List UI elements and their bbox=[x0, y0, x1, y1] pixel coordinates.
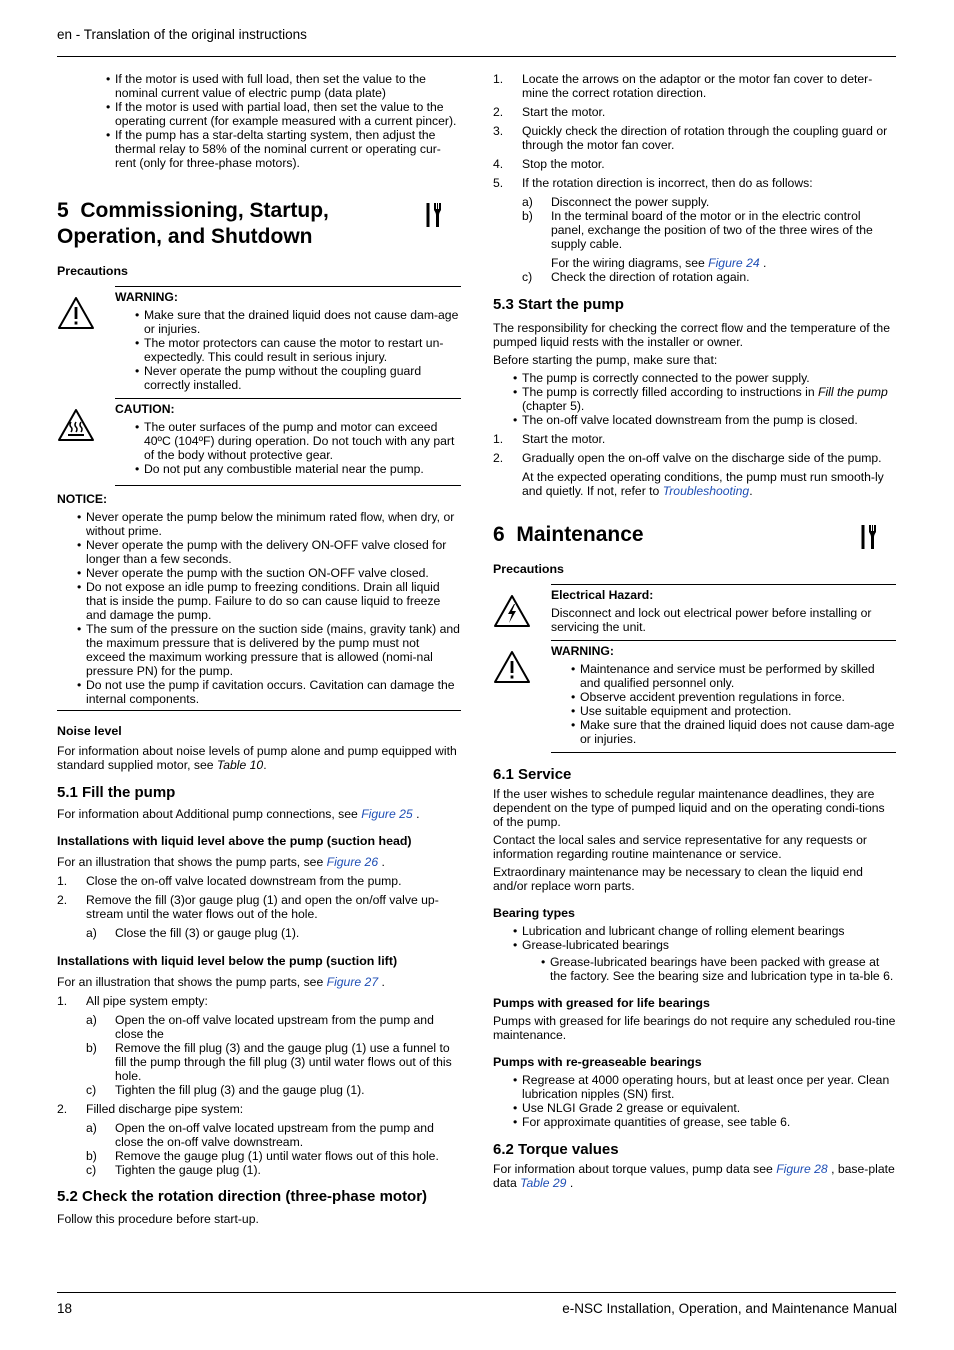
table-29-link[interactable]: Table 29 bbox=[520, 1176, 567, 1190]
caution-block bbox=[57, 398, 461, 486]
list-item: b) In the terminal board of the motor or in the electric control panel, exchange the position of two of the three wires of the supply cable. bbox=[522, 209, 873, 251]
caution-title: CAUTION: bbox=[115, 402, 175, 416]
list-item: • The pump is correctly connected to the power supply. bbox=[513, 371, 896, 385]
list-item: • Use suitable equipment and protection. bbox=[571, 704, 896, 718]
list-item: • Use NLGI Grade 2 grease or equivalent. bbox=[513, 1101, 896, 1115]
list-item: • Grease-lubricated bearings have been packed with grease at the factory. See the bearing size and lubrication type in ta-ble 6. bbox=[541, 955, 896, 983]
greased-for-life-text: Pumps with greased for life bearings do not require any scheduled rou-tine maintenance. bbox=[493, 1014, 896, 1042]
list-item: c) Check the direction of rotation again. bbox=[522, 270, 750, 284]
warning-body bbox=[115, 286, 461, 392]
list-item: 1. Locate the arrows on the adaptor or the motor fan cover to deter-mine the correct rotation direction. bbox=[493, 72, 873, 100]
tools-icon bbox=[860, 524, 876, 550]
footer-rule bbox=[57, 1292, 896, 1293]
list-item: • Never operate the pump without the coupling guard correctly installed. bbox=[135, 364, 461, 392]
list-item: • The motor protectors can cause the motor to restart un-expectedly. This could result in serious injury. bbox=[135, 336, 461, 364]
list-item: • Lubrication and lubricant change of rolling element bearings bbox=[513, 924, 896, 938]
header-text: en - Translation of the original instructions bbox=[57, 27, 307, 42]
precautions-label: Precautions bbox=[493, 562, 564, 576]
header-rule bbox=[57, 56, 896, 57]
section-6-2-title: 6.2 Torque values bbox=[493, 1141, 619, 1158]
greased-for-life-heading: Pumps with greased for life bearings bbox=[493, 996, 710, 1010]
section-5-1-title: 5.1 Fill the pump bbox=[57, 784, 176, 801]
warning-list bbox=[571, 662, 896, 746]
list-item: 2. Filled discharge pipe system: bbox=[57, 1102, 244, 1116]
noise-level-heading: Noise level bbox=[57, 724, 122, 738]
warning-body bbox=[551, 640, 896, 753]
list-item: • Observe accident prevention regulations in force. bbox=[571, 690, 896, 704]
warning-triangle-icon bbox=[57, 296, 95, 330]
bearing-types-list bbox=[513, 924, 896, 952]
section-6-1-title: 6.1 Service bbox=[493, 766, 572, 783]
list-item: • Maintenance and service must be performed by skilled and qualified personnel only. bbox=[571, 662, 896, 690]
list-item: • If the pump has a star-delta starting system, then adjust the thermal relay to 58% of the nominal current or operating cur-rent (only for three-phase motors). bbox=[106, 128, 461, 170]
list-item: • If the motor is used with partial load, then set the value to the operating current (for example measured with a current pincer). bbox=[106, 100, 461, 128]
warning-triangle-icon bbox=[493, 650, 531, 684]
warning-list bbox=[135, 308, 461, 392]
warning-block bbox=[493, 640, 896, 753]
list-item: 4. Stop the motor. bbox=[493, 157, 605, 171]
list-item: • The pump is correctly filled according to instructions in Fill the pump (chapter 5). bbox=[513, 385, 896, 413]
list-item: 3. Quickly check the direction of rotation through the coupling guard or through the motor fan cover. bbox=[493, 124, 888, 152]
wiring-note: For the wiring diagrams, see Figure 24 . bbox=[551, 256, 767, 270]
chapter-6-title: 6 Maintenance bbox=[493, 523, 644, 546]
page-number: 18 bbox=[57, 1301, 73, 1316]
bearing-types-heading: Bearing types bbox=[493, 906, 575, 920]
list-item: • Make sure that the drained liquid does not cause dam-age or injuries. bbox=[571, 718, 896, 746]
manual-title: e-NSC Installation, Operation, and Maintenance Manual bbox=[562, 1301, 897, 1316]
section-5-2-text: Follow this procedure before start-up. bbox=[57, 1212, 259, 1226]
list-item: • Regrease at 4000 operating hours, but at least once per year. Clean lubrication nipples (SN) first. bbox=[513, 1073, 896, 1101]
list-item: • The on-off valve located downstream from the pump is closed. bbox=[513, 413, 896, 427]
electrical-hazard-body bbox=[551, 584, 896, 634]
suction-head-heading: Installations with liquid level above the pump (suction head) bbox=[57, 834, 412, 848]
chapter-5-heading bbox=[57, 198, 461, 250]
electrical-hazard-text: Disconnect and lock out electrical power before installing or servicing the unit. bbox=[551, 606, 872, 634]
list-item: • If the motor is used with full load, then set the value to the nominal current value of electric pump (data plate) bbox=[106, 72, 461, 100]
list-item: • Never operate the pump below the minimum rated flow, when dry, or without prime. bbox=[77, 510, 461, 538]
section-5-2-title: 5.2 Check the rotation direction (three-phase motor) bbox=[57, 1188, 428, 1205]
list-item: 5. If the rotation direction is incorrect, then do as follows: bbox=[493, 176, 813, 190]
notice-title: NOTICE: bbox=[57, 492, 108, 506]
list-item: • Grease-lubricated bearings bbox=[513, 938, 896, 952]
chapter-6-heading bbox=[493, 522, 896, 548]
list-item: a) Close the fill (3) or gauge plug (1). bbox=[86, 926, 300, 940]
suction-head-text: For an illustration that shows the pump parts, see Figure 26 . bbox=[57, 855, 385, 869]
list-item: b) Remove the fill plug (3) and the gauge plug (1) use a funnel to fill the pump through the fill plug (3) until water flows out of this hole. bbox=[86, 1041, 452, 1083]
section-5-3-title: 5.3 Start the pump bbox=[493, 296, 624, 313]
list-item: 1. Close the on-off valve located downstream from the pump. bbox=[57, 874, 402, 888]
warning-block bbox=[57, 286, 461, 392]
list-item: b) Remove the gauge plug (1) until water flows out of this hole. bbox=[86, 1149, 439, 1163]
list-item: • For approximate quantities of grease, see table 6. bbox=[513, 1115, 896, 1129]
list-item: • Do not put any combustible material near the pump. bbox=[135, 462, 461, 476]
caution-list bbox=[135, 420, 461, 476]
page-header bbox=[57, 28, 897, 42]
list-item: 1. Start the motor. bbox=[493, 432, 606, 446]
right-column bbox=[493, 72, 896, 1194]
section-6-1-p2: Contact the local sales and service representative for any requests or information regarding routine maintenance or service. bbox=[493, 833, 867, 861]
suction-lift-text: For an illustration that shows the pump parts, see Figure 27 . bbox=[57, 975, 385, 989]
intro-bullets bbox=[106, 72, 461, 170]
bearing-sub-list bbox=[541, 955, 896, 983]
list-item: 2. Remove the fill (3)or gauge plug (1) and open the on/off valve up-stream until the water flows out of the hole. bbox=[57, 893, 439, 921]
section-6-2-text: For information about torque values, pump data see Figure 28 , base-plate data Table 29 . bbox=[493, 1162, 895, 1190]
section-5-3-p1: The responsibility for checking the correct flow and the temperature of the pumped liquid rests with the installer or owner. bbox=[493, 321, 890, 349]
section-6-1-p3: Extraordinary maintenance may be necessary to clean the liquid end and/or replace worn parts. bbox=[493, 865, 863, 893]
figure-25-link[interactable]: Figure 25 bbox=[361, 807, 413, 821]
start-checklist bbox=[513, 371, 896, 427]
section-6-1-p1: If the user wishes to schedule regular maintenance deadlines, they are dependent on the type of pumped liquid and on the operating condi-tions of the pump. bbox=[493, 787, 885, 829]
list-item: • Do not expose an idle pump to freezing conditions. Drain all liquid that is inside the pump. Failure to do so can cause liquid to freeze and damage the pump. bbox=[77, 580, 461, 622]
precautions-label: Precautions bbox=[57, 264, 128, 278]
tools-icon bbox=[425, 202, 441, 228]
list-item: • Never operate the pump with the suction ON-OFF valve closed. bbox=[77, 566, 461, 580]
figure-27-link[interactable]: Figure 27 bbox=[326, 975, 379, 989]
list-item: c) Tighten the fill plug (3) and the gauge plug (1). bbox=[86, 1083, 365, 1097]
list-item: 2. Start the motor. bbox=[493, 105, 606, 119]
list-item: c) Tighten the gauge plug (1). bbox=[86, 1163, 261, 1177]
list-item: • The sum of the pressure on the suction side (mains, gravity tank) and the maximum pressure that is delivered by the pump must not exceed the maximum working pressure that is allowed (nomi-nal pressure PN) for the pump. bbox=[77, 622, 461, 678]
notice-block bbox=[57, 492, 461, 711]
electrical-hazard-title: Electrical Hazard: bbox=[551, 588, 654, 602]
electrical-hazard-block bbox=[493, 584, 896, 634]
list-item: • Never operate the pump with the delivery ON-OFF valve closed for longer than a few seconds. bbox=[77, 538, 461, 566]
electrical-hazard-icon bbox=[493, 594, 531, 628]
figure-28-link[interactable]: Figure 28 bbox=[776, 1162, 828, 1176]
list-item: a) Disconnect the power supply. bbox=[522, 195, 710, 209]
list-item: 1. All pipe system empty: bbox=[57, 994, 208, 1008]
hot-surface-icon bbox=[57, 408, 95, 442]
figure-24-link[interactable]: Figure 24 bbox=[708, 256, 760, 270]
warning-title: WARNING: bbox=[551, 644, 614, 658]
section-5-3-p2: Before starting the pump, make sure that: bbox=[493, 353, 718, 367]
list-item: • Do not use the pump if cavitation occurs. Cavitation can damage the internal components. bbox=[77, 678, 461, 706]
troubleshooting-link[interactable]: Troubleshooting bbox=[662, 484, 750, 498]
list-item: a) Open the on-off valve located upstream from the pump and close the bbox=[86, 1013, 434, 1041]
notice-list bbox=[77, 510, 461, 706]
list-item: • The outer surfaces of the pump and motor can exceed 40ºC (104ºF) during operation. Do not touch with any part of the body without protective gear. bbox=[135, 420, 461, 462]
list-item: a) Open the on-off valve located upstream from the pump and close the on-off valve downstream. bbox=[86, 1121, 434, 1149]
table-10-ref: Table 10 bbox=[216, 758, 264, 772]
chapter-5-title: 5 Commissioning, Startup, Operation, and Shutdown bbox=[57, 199, 329, 248]
noise-level-text: For information about noise levels of pump alone and pump equipped with standard supplied motor, see Table 10. bbox=[57, 744, 457, 772]
list-item: • Make sure that the drained liquid does not cause dam-age or injuries. bbox=[135, 308, 461, 336]
warning-title: WARNING: bbox=[115, 290, 178, 304]
regreaseable-heading: Pumps with re-greaseable bearings bbox=[493, 1055, 702, 1069]
left-column bbox=[57, 72, 461, 1230]
page-footer bbox=[57, 1302, 897, 1316]
suction-lift-heading: Installations with liquid level below the pump (suction lift) bbox=[57, 954, 398, 968]
start-pump-note: At the expected operating conditions, the pump must run smooth-ly and quietly. If not, refer to Troubleshooting. bbox=[522, 470, 884, 498]
figure-26-link[interactable]: Figure 26 bbox=[326, 855, 379, 869]
section-5-1-text: For information about Additional pump connections, see Figure 25 . bbox=[57, 807, 420, 821]
caution-body bbox=[115, 398, 461, 486]
list-item: 2. Gradually open the on-off valve on the discharge side of the pump. bbox=[493, 451, 882, 465]
regreaseable-list bbox=[513, 1073, 896, 1129]
